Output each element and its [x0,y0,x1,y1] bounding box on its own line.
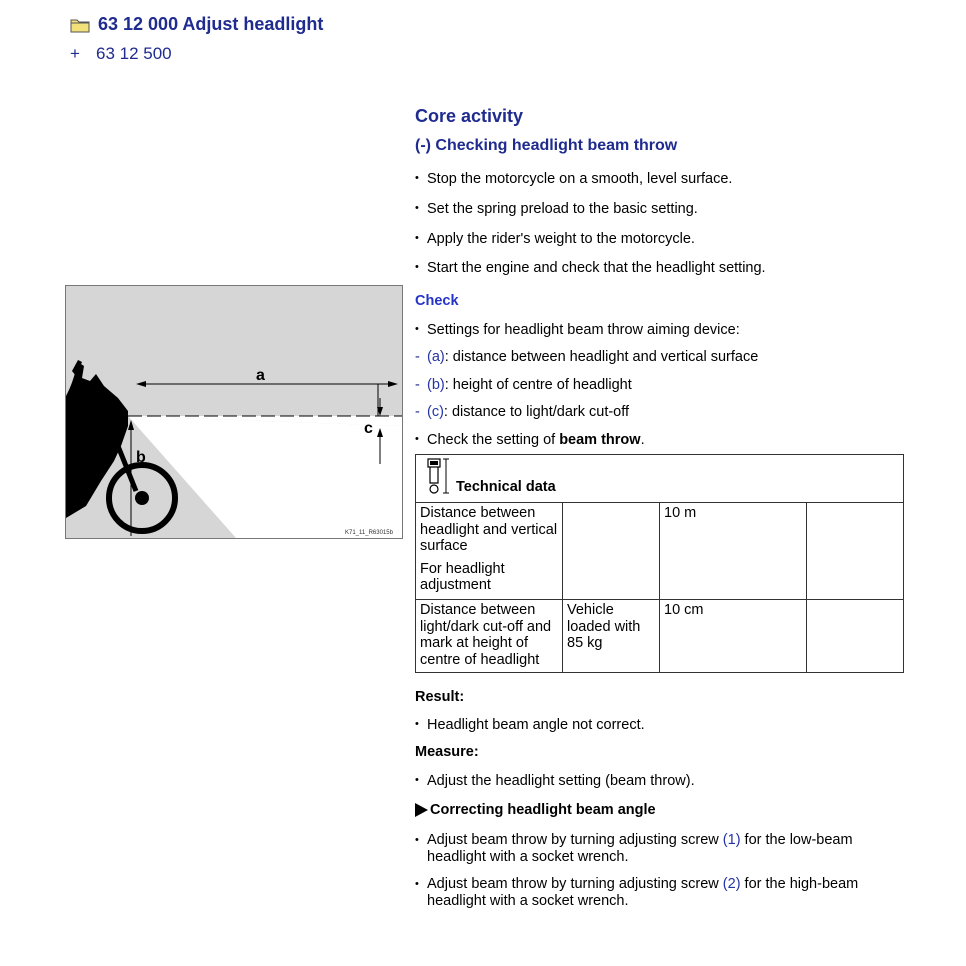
list-item: • Stop the motorcycle on a smooth, level surface. [415,171,733,187]
table-cell [563,503,660,600]
figure-code: K71_11_R63015b [345,530,393,536]
table-row [416,600,904,673]
core-activity-heading: Core activity [415,106,524,126]
table-row [416,503,904,600]
ref-b-link[interactable]: (b) [427,377,445,393]
table-cell: Distance between light/dark cut-off and mark at height of centre of headlight [416,600,563,673]
correcting-link[interactable]: Correcting headlight beam angle [415,802,656,818]
related-ref-link[interactable]: 63 12 500 [96,44,172,63]
technical-data-title: Technical data [456,478,556,495]
ref-2-link[interactable]: (2) [722,876,741,892]
list-item: • Adjust beam throw by turning adjusting screw (1) for the low-beam headlight with a socket wrench. [415,832,853,865]
sub-item-b: - (b): height of centre of headlight [415,377,632,393]
headlight-figure [65,285,403,539]
list-item: • Adjust beam throw by turning adjusting screw (2) for the high-beam headlight with a socket wrench. [415,876,859,909]
label-b: b [136,449,146,466]
related-ref[interactable] [70,44,172,64]
measurement-tool-icon [420,457,450,495]
ref-a-link[interactable]: (a) [427,349,445,365]
table-cell: 10 cm [660,600,807,673]
list-item: • Set the spring preload to the basic setting. [415,201,698,217]
table-cell [807,600,904,673]
list-item: • Check the setting of beam throw. [415,432,645,448]
table-cell: 10 m [660,503,807,600]
list-item: • Headlight beam angle not correct. [415,717,645,733]
measure-label: Measure: [415,744,479,760]
title-text: 63 12 000 Adjust headlight [98,14,324,34]
check-label: Check [415,293,459,309]
arrow-right-icon [415,803,428,817]
expand-icon[interactable]: + [70,44,80,63]
headlight-diagram [66,286,402,538]
checking-beam-heading: (-) Checking headlight beam throw [415,137,678,154]
list-item: • Adjust the headlight setting (beam throw). [415,773,695,789]
technical-data-header [416,455,904,503]
table-cell: Distance between headlight and vertical surface For headlight adjustment [416,503,563,600]
table-cell: Vehicle loaded with 85 kg [563,600,660,673]
result-label: Result: [415,689,465,705]
sub-item-a: - (a): distance between headlight and vertical surface [415,349,759,365]
table-cell [807,503,904,600]
ref-c-link[interactable]: (c) [427,404,444,420]
ref-1-link[interactable]: (1) [722,832,741,848]
label-c: c [364,420,373,437]
list-item: • Apply the rider's weight to the motorcycle. [415,231,695,247]
label-a: a [256,367,265,384]
technical-data-table [415,454,904,673]
folder-icon [70,17,90,33]
sub-item-c: - (c): distance to light/dark cut-off [415,404,630,420]
list-item: • Start the engine and check that the headlight setting. [415,260,766,276]
page-title [70,14,323,35]
list-item: • Settings for headlight beam throw aiming device: [415,322,740,338]
